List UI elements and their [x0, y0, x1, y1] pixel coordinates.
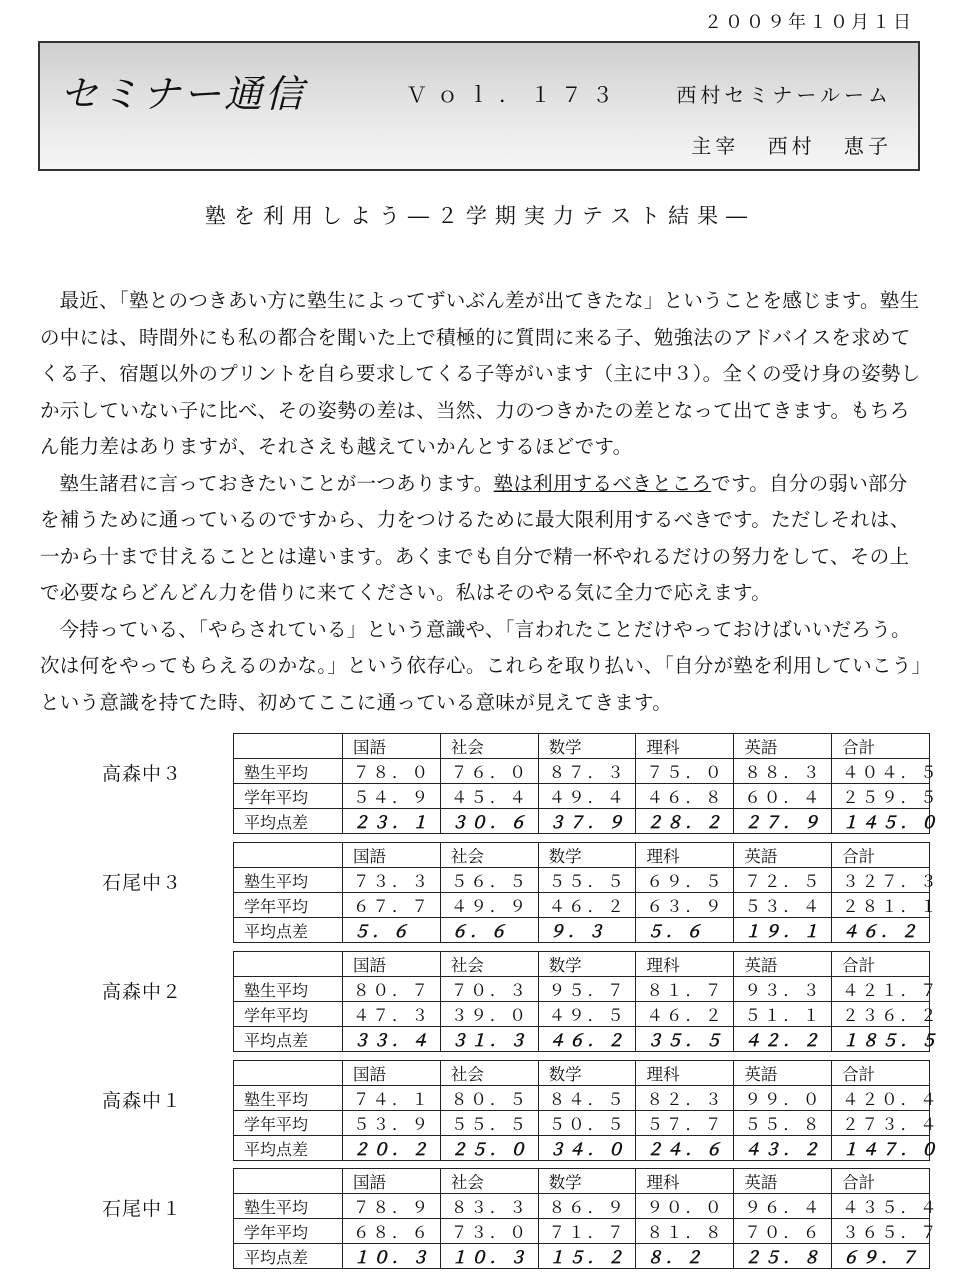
score-cell: ２５．８: [734, 1244, 832, 1269]
subject-header: 国語: [343, 1061, 441, 1086]
paragraph-1: 最近、「塾とのつきあい方に塾生によってずいぶん差が出てきたな」ということを感じます。塾生の中には、時間外にも私の都合を聞いた上で積極的に質問に来る子、勉強法のアドバイスを求めてくる子、宿題以外のプリントを自ら要求してくる子等がいます（主に中３）。全くの受け身の姿勢しか示していない子に比べ、その姿勢の差は、当然、力のつきかたの差となって出てきます。もちろん能力差はありますが、それさえも越えていかんとするほどです。: [40, 289, 921, 458]
subject-header: 理科: [636, 843, 734, 868]
score-cell: ７８．０: [343, 759, 441, 784]
score-cell: ４６．２: [636, 1002, 734, 1027]
score-cell: ４６．２: [832, 918, 930, 943]
blank-corner-cell: [234, 952, 343, 977]
table-header-row: [234, 734, 930, 759]
row-label: 学年平均: [234, 1111, 343, 1136]
score-cell: ８６．９: [538, 1194, 636, 1219]
row-label: 学年平均: [234, 893, 343, 918]
score-cell: ２８．２: [636, 809, 734, 834]
score-cell: ５３．４: [734, 893, 832, 918]
score-cell: １８５．５: [832, 1027, 930, 1052]
subject-header: 社会: [440, 843, 538, 868]
score-cell: ９９．０: [734, 1086, 832, 1111]
grade-average-row: [234, 1111, 930, 1136]
score-table: [233, 1168, 940, 1269]
score-cell: ５７．７: [636, 1111, 734, 1136]
volume-number: Ｖｏｌ．１７３: [406, 83, 623, 107]
issue-date: ２００９年１０月１日: [704, 12, 914, 33]
subject-header: 合計: [832, 734, 930, 759]
score-cell: ８０．７: [343, 977, 441, 1002]
row-label: 塾生平均: [234, 977, 343, 1002]
row-label: 学年平均: [234, 1002, 343, 1027]
score-cell: ４６．２: [538, 893, 636, 918]
subject-header: 数学: [538, 1061, 636, 1086]
subject-header: 英語: [734, 952, 832, 977]
paragraph-3: 今持っている、「やらされている」という意識や、「言われたことだけやっておけばいいだろう。次は何をやってもらえるのかな。」という依存心。これらを取り払い、「自分が塾を利用していこう」という意識を持てた時、初めてここに通っている意味が見えてきます。: [40, 617, 922, 714]
score-cell: ３６５．７: [832, 1219, 930, 1244]
score-cell: ３０．６: [440, 809, 538, 834]
subject-header: 英語: [734, 1061, 832, 1086]
score-cell: ５０．５: [538, 1111, 636, 1136]
score-cell: ３３．４: [343, 1027, 441, 1052]
score-cell: ７１．７: [538, 1219, 636, 1244]
paragraph-2: [40, 466, 925, 612]
subject-header: 合計: [832, 952, 930, 977]
score-cell: ３１．３: [440, 1027, 538, 1052]
score-cell: ４３．２: [734, 1136, 832, 1161]
score-cell: ７３．０: [440, 1219, 538, 1244]
score-table: [233, 733, 940, 834]
score-cell: ５５．５: [440, 1111, 538, 1136]
score-cell: ９６．４: [734, 1194, 832, 1219]
score-cell: ５３．９: [343, 1111, 441, 1136]
subject-header: 国語: [343, 843, 441, 868]
school-label: 石尾中３: [102, 872, 183, 894]
score-cell: １４７．０: [832, 1136, 930, 1161]
paragraph-2-rest: です。自分の弱い部分を補うために通っているのですから、力をつけるために最大限利用するべきです。ただしそれは、一から十まで甘えることとは違います。あくまでも自分で精一杯やれるだけの努力をして、その上で必要ならどんどん力を借りに来てください。私はそのやる気に全力で応えます。: [40, 471, 910, 604]
score-table: [233, 1060, 940, 1161]
score-cell: ４２０．４: [832, 1086, 930, 1111]
subject-header: 理科: [636, 952, 734, 977]
score-cell: ２７３．４: [832, 1111, 930, 1136]
subject-header: 数学: [538, 843, 636, 868]
blank-corner-cell: [234, 734, 343, 759]
school-label: 石尾中１: [102, 1198, 183, 1220]
row-label: 平均点差: [234, 918, 343, 943]
score-difference-row: [234, 809, 930, 834]
score-cell: ７０．３: [440, 977, 538, 1002]
score-cell: ７２．５: [734, 868, 832, 893]
subject-header: 理科: [636, 1061, 734, 1086]
score-cell: ２５９．５: [832, 784, 930, 809]
subject-header: 英語: [734, 734, 832, 759]
subject-header: 社会: [440, 1169, 538, 1194]
row-label: 塾生平均: [234, 1086, 343, 1111]
subject-header: 合計: [832, 1061, 930, 1086]
score-cell: ４７．３: [343, 1002, 441, 1027]
score-cell: ３５．５: [636, 1027, 734, 1052]
juku-average-row: [234, 868, 930, 893]
score-cell: ５．６: [636, 918, 734, 943]
score-cell: ８２．３: [636, 1086, 734, 1111]
article-headline: 塾を利用しよう―２学期実力テスト結果―: [204, 204, 756, 228]
score-cell: ６３．９: [636, 893, 734, 918]
blank-corner-cell: [234, 843, 343, 868]
score-cell: ４６．８: [636, 784, 734, 809]
organization-name: 西村セミナールーム: [676, 83, 892, 107]
score-cell: １４５．０: [832, 809, 930, 834]
score-cell: １９．１: [734, 918, 832, 943]
score-cell: ２３６．２: [832, 1002, 930, 1027]
score-cell: ２７．９: [734, 809, 832, 834]
blank-corner-cell: [234, 1169, 343, 1194]
score-cell: ５６．５: [440, 868, 538, 893]
score-cell: ６７．７: [343, 893, 441, 918]
score-cell: ８１．７: [636, 977, 734, 1002]
score-cell: ３４．０: [538, 1136, 636, 1161]
grade-average-row: [234, 784, 930, 809]
table-header-row: [234, 1061, 930, 1086]
subject-header: 数学: [538, 734, 636, 759]
score-cell: ６．６: [440, 918, 538, 943]
score-cell: ７３．３: [343, 868, 441, 893]
row-label: 塾生平均: [234, 1194, 343, 1219]
score-cell: ９３．３: [734, 977, 832, 1002]
score-cell: ３９．０: [440, 1002, 538, 1027]
score-cell: ７０．６: [734, 1219, 832, 1244]
row-label: 学年平均: [234, 1219, 343, 1244]
score-cell: １０．３: [343, 1244, 441, 1269]
score-cell: ５４．９: [343, 784, 441, 809]
score-cell: ７５．０: [636, 759, 734, 784]
subject-header: 数学: [538, 1169, 636, 1194]
school-label: 高森中３: [102, 763, 183, 785]
score-cell: １０．３: [440, 1244, 538, 1269]
score-cell: ４３５．４: [832, 1194, 930, 1219]
score-cell: ４９．９: [440, 893, 538, 918]
subject-header: 理科: [636, 1169, 734, 1194]
row-label: 学年平均: [234, 784, 343, 809]
table-header-row: [234, 843, 930, 868]
score-cell: ３７．９: [538, 809, 636, 834]
subject-header: 国語: [343, 1169, 441, 1194]
score-cell: ５５．８: [734, 1111, 832, 1136]
score-cell: ４９．４: [538, 784, 636, 809]
score-cell: ２４．６: [636, 1136, 734, 1161]
subject-header: 英語: [734, 1169, 832, 1194]
score-cell: ５．６: [343, 918, 441, 943]
score-difference-row: [234, 1244, 930, 1269]
score-cell: ７８．９: [343, 1194, 441, 1219]
score-cell: ４５．４: [440, 784, 538, 809]
score-cell: ８７．３: [538, 759, 636, 784]
score-cell: ８．２: [636, 1244, 734, 1269]
score-cell: ４２１．７: [832, 977, 930, 1002]
subject-header: 合計: [832, 1169, 930, 1194]
subject-header: 国語: [343, 734, 441, 759]
score-cell: ７４．１: [343, 1086, 441, 1111]
score-cell: ６８．６: [343, 1219, 441, 1244]
subject-header: 国語: [343, 952, 441, 977]
juku-average-row: [234, 759, 930, 784]
subject-header: 理科: [636, 734, 734, 759]
row-label: 塾生平均: [234, 868, 343, 893]
row-label: 平均点差: [234, 1136, 343, 1161]
score-cell: ６０．４: [734, 784, 832, 809]
score-cell: ８４．５: [538, 1086, 636, 1111]
score-cell: ４６．２: [538, 1027, 636, 1052]
score-cell: ８１．８: [636, 1219, 734, 1244]
grade-average-row: [234, 1002, 930, 1027]
score-cell: ８３．３: [440, 1194, 538, 1219]
score-cell: ２３．１: [343, 809, 441, 834]
score-table: [233, 951, 940, 1052]
row-label: 平均点差: [234, 1244, 343, 1269]
score-cell: ６９．５: [636, 868, 734, 893]
subject-header: 社会: [440, 734, 538, 759]
newsletter-masthead: [38, 41, 920, 171]
subject-header: 英語: [734, 843, 832, 868]
score-cell: ５１．１: [734, 1002, 832, 1027]
juku-average-row: [234, 977, 930, 1002]
table-header-row: [234, 952, 930, 977]
score-cell: ２０．２: [343, 1136, 441, 1161]
blank-corner-cell: [234, 1061, 343, 1086]
subject-header: 数学: [538, 952, 636, 977]
row-label: 塾生平均: [234, 759, 343, 784]
row-label: 平均点差: [234, 1027, 343, 1052]
score-difference-row: [234, 1027, 930, 1052]
director-name: 主宰 西村 恵子: [691, 134, 892, 158]
subject-header: 社会: [440, 952, 538, 977]
subject-header: 社会: [440, 1061, 538, 1086]
row-label: 平均点差: [234, 809, 343, 834]
score-cell: ３２７．３: [832, 868, 930, 893]
grade-average-row: [234, 893, 930, 918]
school-label: 高森中２: [102, 981, 183, 1003]
table-header-row: [234, 1169, 930, 1194]
newsletter-title: セミナー通信: [60, 72, 307, 116]
score-table: [233, 842, 940, 943]
grade-average-row: [234, 1219, 930, 1244]
score-cell: ８０．５: [440, 1086, 538, 1111]
score-cell: ９５．７: [538, 977, 636, 1002]
score-cell: ２５．０: [440, 1136, 538, 1161]
juku-average-row: [234, 1194, 930, 1219]
score-cell: ９．３: [538, 918, 636, 943]
score-cell: ７６．０: [440, 759, 538, 784]
key-phrase-underlined: 塾は利用するべきところ: [493, 471, 712, 495]
score-cell: ５５．５: [538, 868, 636, 893]
school-label: 高森中１: [102, 1090, 183, 1112]
score-cell: ６９．７: [832, 1244, 930, 1269]
score-cell: １５．２: [538, 1244, 636, 1269]
score-cell: ８８．３: [734, 759, 832, 784]
subject-header: 合計: [832, 843, 930, 868]
score-difference-row: [234, 1136, 930, 1161]
score-cell: ４９．５: [538, 1002, 636, 1027]
score-cell: ４２．２: [734, 1027, 832, 1052]
paragraph-2-lead: 塾生諸君に言っておきたいことが一つあります。: [59, 471, 494, 495]
score-difference-row: [234, 918, 930, 943]
score-cell: ９０．０: [636, 1194, 734, 1219]
article-body: [40, 283, 925, 721]
score-cell: ４０４．５: [832, 759, 930, 784]
juku-average-row: [234, 1086, 930, 1111]
score-cell: ２８１．１: [832, 893, 930, 918]
